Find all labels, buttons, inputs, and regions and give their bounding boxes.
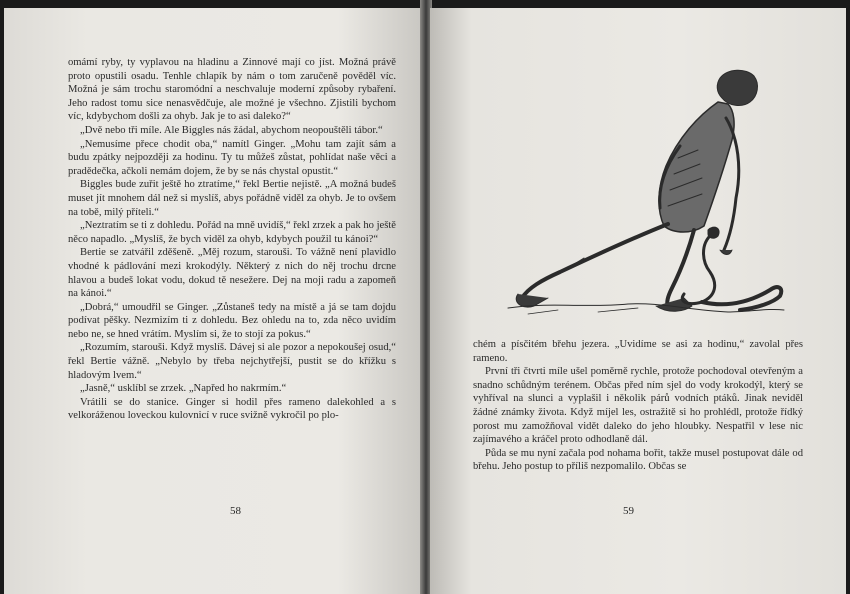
page-number: 58 — [230, 505, 241, 517]
right-page-text — [473, 338, 803, 474]
paragraph: omámí ryby, ty vyplavou na hladinu a Zinnové mají co jíst. Možná právě proto opustili osadu. Tenhle chlapík by nám o tom zaručeně pověděl víc. Možná je sám trochu staromódní a neschvaluje moderní způsoby rybaření. Jeho radost tomu sice nenasvědčuje, ale možné je všechno. Zjistili bychom víc, kdybychom došli za ohyb. Jak je to asi daleko?“ — [68, 57, 396, 123]
paragraph: Bertie se zatvářil zděšeně. „Měj rozum, starouši. To vážně není plavidlo vhodné k pádlování mezi krokodýly. Některý z nich do něj trochu drcne hlavou a budeš lokat vodu, dokud tě nesežere. Dej na moji radu a zapomeň na kánoi.“ — [68, 247, 396, 300]
page-number: 59 — [623, 505, 634, 517]
paragraph: Biggles bude zuřit ještě ho ztratíme,“ řekl Bertie nejistě. „A možná budeš muset jít mnohem dál než si myslíš, abys pořádně viděl za ohyb. Je to ovšem na tobě, milý příteli.“ — [68, 179, 396, 218]
paragraph: První tři čtvrti míle ušel poměrně rychle, protože pochodoval otevřeným a snadno schůdným terénem. Občas před ním sjel do vody krokodýl, který se vyhříval na slunci a vyplašil i několik párů vodních ptáků. Jinak neviděl žádné známky života. Když míjel les, ostražitě si ho prohlédl, protože řídký porost mu zamožňoval vidět daleko do jeho hloubky. Nespatřil v lese nic zajímavého a kráčel proto odhodlaně dál. — [473, 366, 803, 446]
paragraph: „Rozumím, starouši. Když myslíš. Dávej si ale pozor a nepokoušej osud,“ řekl Bertie vážně. „Nebylo by třeba nejchytřejší, pustit se do křížku s hladovým lvem.“ — [68, 342, 396, 381]
paragraph: „Dvě nebo tři míle. Ale Biggles nás žádal, abychom neopouštěli tábor.“ — [80, 124, 383, 136]
man-and-snake-illustration — [488, 58, 788, 318]
paragraph: „Dobrá,“ umoudřil se Ginger. „Zůstaneš tedy na místě a já se tam dojdu podívat pěšky. Nezmizím ti z dohledu. Bez ohledu na to, zda něco uvidím nebo ne, se hned vrátím. Myslím si, že to stojí za pokus.“ — [68, 301, 396, 340]
left-page — [4, 8, 422, 594]
paragraph: „Nemusíme přece chodit oba,“ namítl Ginger. „Mohu tam zajít sám a budu zpátky nejpozději za hodinu. Ty tu můžeš zůstat, pohlídat naše věci a pradědečka, ačkoli nemám dojem, že by se nás chystal opustit.“ — [68, 138, 396, 177]
paragraph: Vrátili se do stanice. Ginger si hodil přes rameno dalekohled a s velkoráženou loveckou kulovnicí v ruce svižně vykročil po plo- — [68, 396, 396, 422]
paragraph: chém a písčitém břehu jezera. „Uvidíme se asi za hodinu,“ zavolal přes rameno. — [473, 339, 803, 364]
right-page — [430, 8, 846, 594]
paragraph: Půda se mu nyní začala pod nohama bořit, takže musel postupovat dále od břehu. Jeho postup to příliš nezpomalilo. Občas se — [473, 447, 803, 473]
paragraph: „Neztratím se ti z dohledu. Pořád na mně uvidíš,“ řekl zrzek a pak ho ještě něco napadlo. „Myslíš, že bych viděl za ohyb, kdybych použil tu kánoi?“ — [68, 220, 396, 245]
left-page-text — [68, 56, 396, 423]
paragraph: „Jasně,“ usklíbl se zrzek. „Napřed ho nakrmím.“ — [80, 383, 287, 395]
